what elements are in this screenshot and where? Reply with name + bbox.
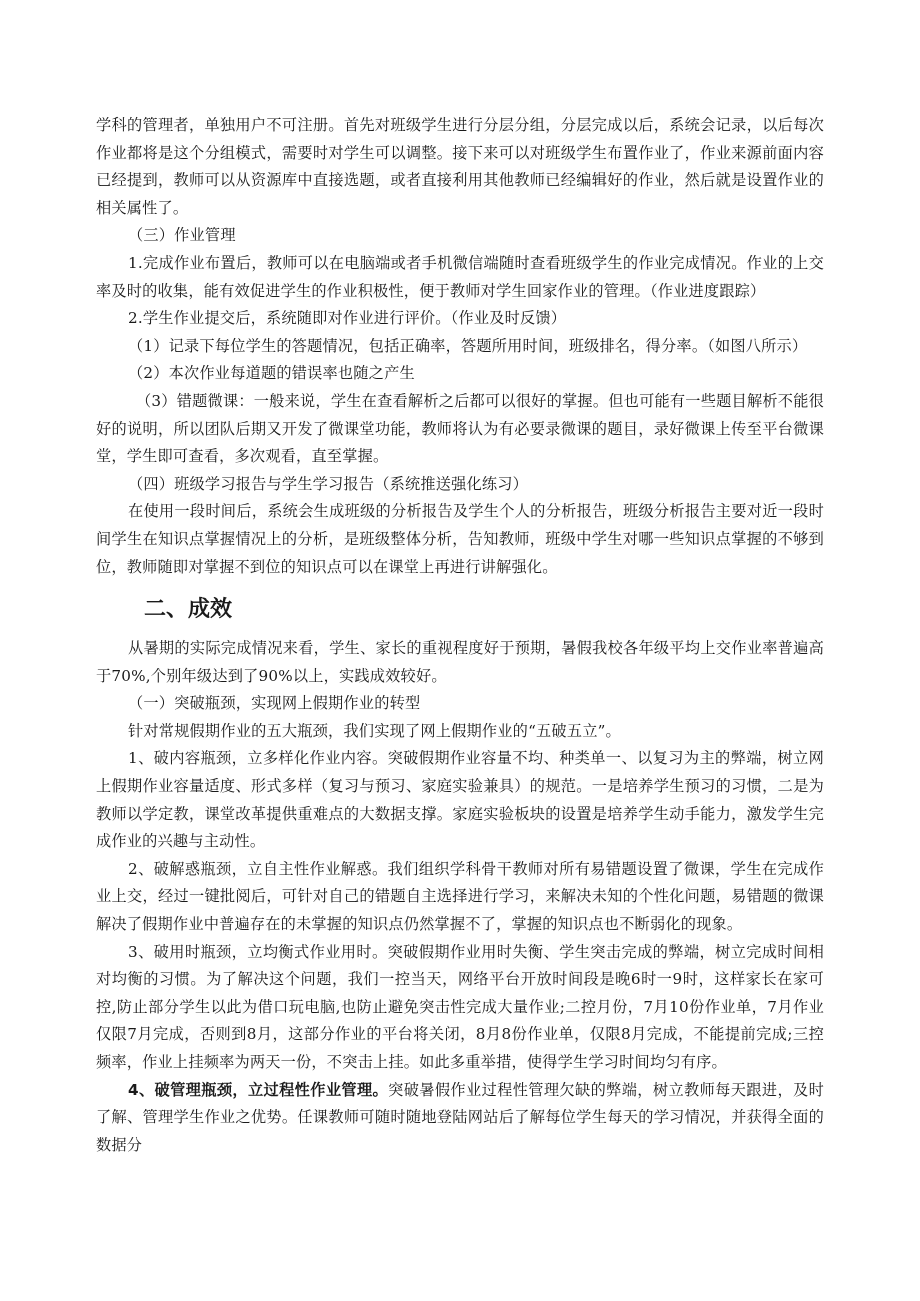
- paragraph-p-continued: 学科的管理者，单独用户不可注册。首先对班级学生进行分层分组，分层完成以后，系统会记录，以后每次作业都将是这个分组模式，需要时对学生可以调整。接下来可以对班级学生布置作业了，作业来源前面内容已经提到，教师可以从资源库中直接选题，或者直接利用其他教师已经编辑好的作业，然后就是设置作业的相关属性了。: [96, 116, 824, 217]
- paragraph-p-r1-intro: 针对常规假期作业的五大瓶颈，我们实现了网上假期作业的“五破五立”。: [128, 721, 621, 740]
- paragraph-section-r1-title: （一）突破瓶颈，实现网上假期作业的转型: [128, 694, 421, 713]
- paragraph-p-r1-3: 3、破用时瓶颈，立均衡式作业用时。突破假期作业用时失衡、学生突击完成的弊端，树立完成时间相对均衡的习惯。为了解决这个问题，我们一控当天，网络平台开放时间段是晚6时一9时，这样家长在家可控,防止部分学生以此为借口玩电脑,也防止避免突击性完成大量作业;二控月份，7月10份作业单，7月作业仅限7月完成，否则到8月，这部分作业的平台将关闭，8月8份作业单，仅限8月完成，不能提前完成;三控频率，作业上挂频率为两天一份，不突击上挂。如此多重举措，使得学生学习时间均匀有序。: [96, 942, 824, 1071]
- document-body: [96, 112, 824, 1159]
- section-heading-results: 二、成效: [144, 597, 233, 623]
- paragraph-p-r1-2: 2、破解惑瓶颈，立自主性作业解惑。我们组织学科骨干教师对所有易错题设置了微课，学生在完成作业上交，经过一键批阅后，可针对自己的错题自主选择进行学习，来解决未知的个性化问题，易错题的微课解决了假期作业中普遍存在的未掌握的知识点仍然掌握不了，掌握的知识点也不断弱化的现象。: [96, 859, 824, 934]
- paragraph-p-3-1: 1.完成作业布置后，教师可以在电脑端或者手机微信端随时查看班级学生的作业完成情况。作业的上交率及时的收集，能有效促进学生的作业积极性，便于教师对学生回家作业的管理。（作业进度跟踪）: [96, 253, 824, 300]
- paragraph-p-3-2-2: （2）本次作业每道题的错误率也随之产生: [128, 364, 415, 383]
- paragraph-p-3-2-3: （3）错题微课：一般来说，学生在查看解析之后都可以很好的掌握。但也可能有一些题目解析不能很好的说明，所以团队后期又开发了微课堂功能，教师将认为有必要录微课的题目，录好微课上传至平台微课堂，学生即可查看，多次观看，直至掌握。: [96, 391, 824, 466]
- paragraph-p-3-2-1: （1）记录下每位学生的答题情况，包括正确率，答题所用时间，班级排名，得分率。（如图八所示）: [128, 336, 808, 355]
- paragraph-rest: 突破暑假作业过程性管理欠缺的弊端，树立教师每天跟进，及时了解、管理学生作业之优势。任课教师可随时随地登陆网站后了解每位学生每天的学习情况，并获得全面的数据分: [96, 1080, 824, 1154]
- paragraph-lead-bold: 4、破管理瓶颈，立过程性作业管理。: [128, 1080, 389, 1099]
- paragraph-management-bottleneck: [96, 1077, 824, 1160]
- paragraph-p-4-1: 在使用一段时间后，系统会生成班级的分析报告及学生个人的分析报告，班级分析报告主要对近一段时间学生在知识点掌握情况上的分析，是班级整体分析，告知教师，班级中学生对哪一些知识点掌握的不够到位，教师随即对掌握不到位的知识点可以在课堂上再进行讲解强化。: [96, 502, 824, 576]
- paragraph-section-3-title: （三）作业管理: [128, 226, 236, 245]
- paragraph-p-3-2: 2.学生作业提交后，系统随即对作业进行评价。（作业及时反馈）: [128, 309, 567, 328]
- paragraph-p-r1-1: 1、破内容瓶颈，立多样化作业内容。突破假期作业容量不均、种类单一、以复习为主的弊端，树立网上假期作业容量适度、形式多样（复习与预习、家庭实验兼具）的规范。一是培养学生预习的习惯，二是为教师以学定教，课堂改革提供重难点的大数据支撑。家庭实验板块的设置是培养学生动手能力，激发学生完成作业的兴趣与主动性。: [96, 749, 824, 851]
- paragraph-p-results: 从暑期的实际完成情况来看，学生、家长的重视程度好于预期，暑假我校各年级平均上交作业率普遍高于70%,个别年级达到了90%以上，实践成效较好。: [96, 639, 824, 685]
- section-results: [96, 635, 824, 1077]
- section-application: [96, 112, 824, 581]
- paragraph-section-4-title: （四）班级学习报告与学生学习报告（系统推送强化练习）: [128, 474, 529, 493]
